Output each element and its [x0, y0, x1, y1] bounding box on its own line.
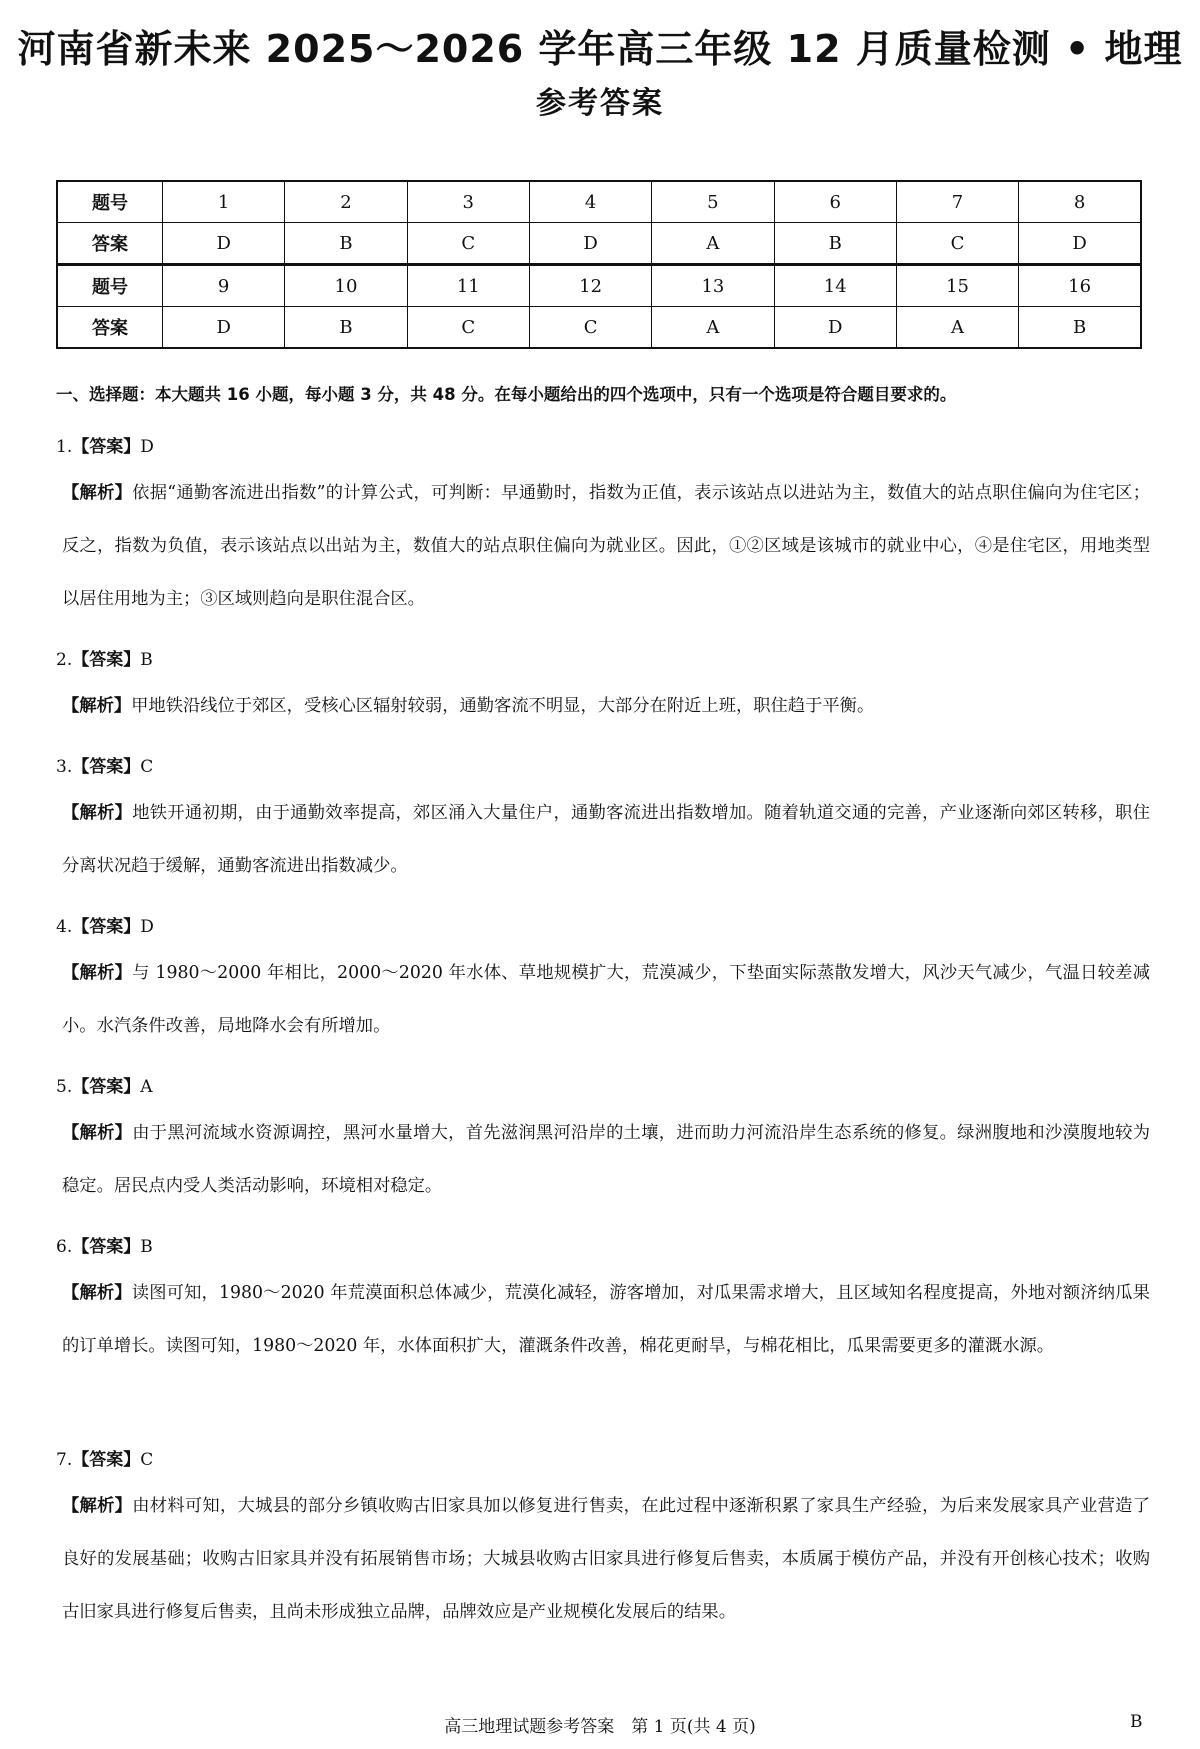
answer-line-q6 — [56, 1232, 153, 1257]
analysis-tag: 【解析】 — [62, 1496, 133, 1516]
table-row-numbers — [57, 265, 1141, 307]
answer-cell: B — [285, 223, 407, 265]
answer-cell: C — [407, 223, 529, 265]
answer-cell: B — [285, 307, 407, 349]
answer-tag: 【答案】 — [72, 650, 141, 670]
analysis-text: 依据“通勤客流进出指数”的计算公式，可判断：早通勤时，指数为正值，表示该站点以进站为主，数值大的站点职住偏向为住宅区；反之，指数为负值，表示该站点以出站为主，数值大的站点职住偏向为就业区。因此，①②区域是该城市的就业中心，④是住宅区，用地类型以居住用地为主；③区域则趋向是职住混合区。 — [62, 483, 1150, 609]
question-number: 3. — [56, 757, 73, 777]
answer-tag: 【答案】 — [72, 437, 141, 457]
answer-line-q1 — [56, 432, 154, 457]
question-number-cell: 11 — [407, 265, 529, 307]
answer-value: D — [140, 437, 154, 457]
answer-line-q7 — [56, 1445, 153, 1470]
question-number-cell: 14 — [774, 265, 896, 307]
answer-tag: 【答案】 — [72, 1077, 141, 1097]
analysis-tag: 【解析】 — [62, 483, 133, 503]
answer-cell: D — [529, 223, 651, 265]
analysis-text: 由材料可知，大城县的部分乡镇收购古旧家具加以修复进行售卖，在此过程中逐渐积累了家具生产经验，为后来发展家具产业营造了良好的发展基础；收购古旧家具并没有拓展销售市场；大城县收购古旧家具进行修复后售卖，本质属于模仿产品，并没有开创核心技术；收购古旧家具进行修复后售卖，且尚未形成独立品牌，品牌效应是产业规模化发展后的结果。 — [62, 1496, 1150, 1622]
question-number-cell: 2 — [285, 181, 407, 223]
answer-cell: D — [1019, 223, 1141, 265]
page-subtitle: 参考答案 — [536, 86, 664, 121]
answer-cell: D — [774, 307, 896, 349]
row-label-number: 题号 — [57, 265, 163, 307]
answer-table-part2 — [56, 264, 1142, 349]
analysis-paragraph-q5 — [62, 1107, 1150, 1213]
question-number-cell: 1 — [163, 181, 285, 223]
analysis-paragraph-q1 — [62, 467, 1150, 626]
answer-value: B — [140, 650, 153, 670]
row-label-number: 题号 — [57, 181, 163, 223]
analysis-paragraph-q3 — [62, 787, 1150, 893]
table-row-answers — [57, 223, 1141, 265]
question-number-cell: 10 — [285, 265, 407, 307]
question-number: 2. — [56, 650, 73, 670]
analysis-paragraph-q2 — [62, 680, 1150, 733]
answer-cell: A — [896, 307, 1018, 349]
question-number-cell: 6 — [774, 181, 896, 223]
analysis-paragraph-q6 — [62, 1267, 1150, 1373]
analysis-tag: 【解析】 — [62, 963, 133, 983]
analysis-tag: 【解析】 — [62, 803, 133, 823]
question-number: 6. — [56, 1237, 73, 1257]
answer-cell: C — [529, 307, 651, 349]
question-number-cell: 5 — [652, 181, 774, 223]
row-label-answer: 答案 — [57, 223, 163, 265]
answer-line-q3 — [56, 752, 153, 777]
page-footer: 高三地理试题参考答案 第 1 页(共 4 页) — [444, 1717, 756, 1737]
answer-value: C — [140, 757, 154, 777]
answer-value: A — [140, 1077, 153, 1097]
question-number-cell: 8 — [1019, 181, 1141, 223]
answer-cell: A — [652, 307, 774, 349]
analysis-text: 地铁开通初期，由于通勤效率提高，郊区涌入大量住户，通勤客流进出指数增加。随着轨道交通的完善，产业逐渐向郊区转移，职住分离状况趋于缓解，通勤客流进出指数减少。 — [62, 803, 1150, 876]
answer-value: D — [140, 917, 154, 937]
question-number-cell: 16 — [1019, 265, 1141, 307]
answer-cell: D — [163, 223, 285, 265]
answer-cell: C — [407, 307, 529, 349]
analysis-text: 读图可知，1980～2020 年荒漠面积总体减少，荒漠化减轻，游客增加，对瓜果需求增大，且区域知名程度提高，外地对额济纳瓜果的订单增长。读图可知，1980～2020 年，水体面积扩大，灌溉条件改善，棉花更耐旱，与棉花相比，瓜果需要更多的灌溉水源。 — [62, 1283, 1150, 1356]
answer-tag: 【答案】 — [72, 1450, 141, 1470]
analysis-text: 甲地铁沿线位于郊区，受核心区辐射较弱，通勤客流不明显，大部分在附近上班，职住趋于平衡。 — [131, 696, 875, 716]
question-number-cell: 15 — [896, 265, 1018, 307]
analysis-paragraph-q7 — [62, 1480, 1150, 1639]
analysis-tag: 【解析】 — [62, 1283, 132, 1303]
answer-line-q2 — [56, 645, 153, 670]
answer-cell: D — [163, 307, 285, 349]
answer-table-part1 — [56, 180, 1142, 265]
answer-tag: 【答案】 — [72, 1237, 141, 1257]
row-label-answer: 答案 — [57, 307, 163, 349]
answer-line-q4 — [56, 912, 154, 937]
table-row-answers — [57, 307, 1141, 349]
question-number-cell: 4 — [529, 181, 651, 223]
answer-value: B — [140, 1237, 153, 1257]
question-number-cell: 9 — [163, 265, 285, 307]
section-intro: 一、选择题：本大题共 16 小题，每小题 3 分，共 48 分。在每小题给出的四个选项中，只有一个选项是符合题目要求的。 — [56, 385, 957, 404]
question-number: 5. — [56, 1077, 73, 1097]
analysis-tag: 【解析】 — [62, 1123, 133, 1143]
analysis-paragraph-q4 — [62, 947, 1150, 1053]
answer-cell: B — [1019, 307, 1141, 349]
question-number: 7. — [56, 1450, 73, 1470]
question-number-cell: 7 — [896, 181, 1018, 223]
answer-tag: 【答案】 — [72, 917, 141, 937]
page-title: 河南省新未来 2025～2026 学年高三年级 12 月质量检测 • 地理 — [17, 27, 1183, 71]
answer-cell: C — [896, 223, 1018, 265]
question-number-cell: 13 — [652, 265, 774, 307]
analysis-tag: 【解析】 — [62, 696, 132, 716]
answer-value: C — [140, 1450, 154, 1470]
answer-tag: 【答案】 — [72, 757, 141, 777]
question-number: 1. — [56, 437, 73, 457]
paper-version-code: B — [1130, 1712, 1143, 1732]
answer-cell: B — [774, 223, 896, 265]
question-number-cell: 3 — [407, 181, 529, 223]
answer-cell: A — [652, 223, 774, 265]
analysis-text: 与 1980～2000 年相比，2000～2020 年水体、草地规模扩大，荒漠减少，下垫面实际蒸散发增大，风沙天气减少，气温日较差减小。水汽条件改善，局地降水会有所增加。 — [62, 963, 1150, 1036]
answer-line-q5 — [56, 1072, 153, 1097]
analysis-text: 由于黑河流域水资源调控，黑河水量增大，首先滋润黑河沿岸的土壤，进而助力河流沿岸生态系统的修复。绿洲腹地和沙漠腹地较为稳定。居民点内受人类活动影响，环境相对稳定。 — [62, 1123, 1150, 1196]
question-number: 4. — [56, 917, 73, 937]
table-row-numbers — [57, 181, 1141, 223]
question-number-cell: 12 — [529, 265, 651, 307]
